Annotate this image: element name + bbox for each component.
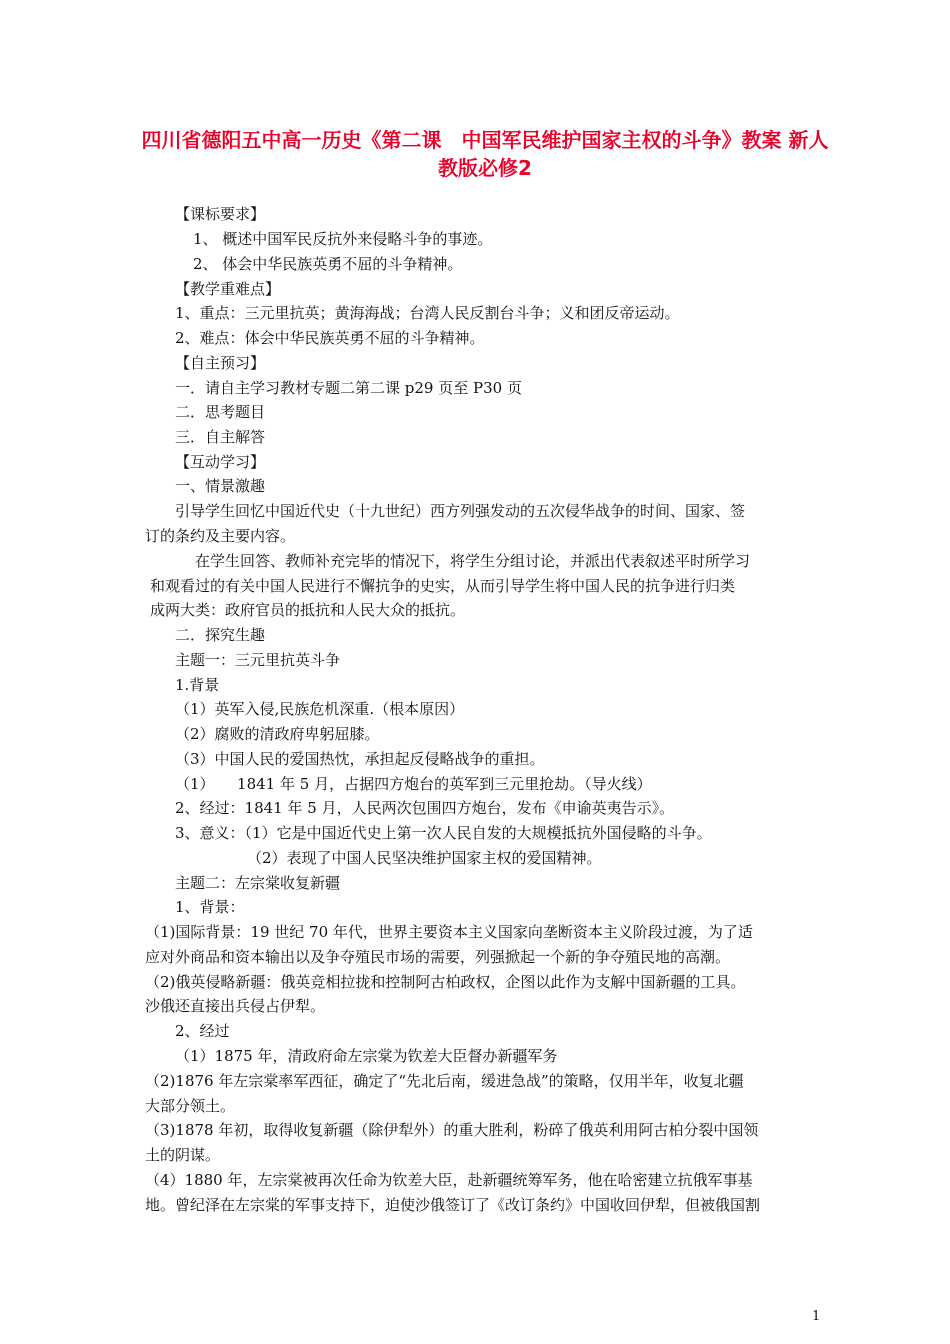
text-line: （1）英军入侵,民族危机深重.（根本原因） — [175, 700, 465, 718]
text-line: 1、 概述中国军民反抗外来侵略斗争的事迹。 — [193, 230, 493, 248]
text-line: （2）表现了中国人民坚决维护国家主权的爱国精神。 — [247, 849, 602, 867]
text-line: （2）腐败的清政府卑躬屈膝。 — [175, 725, 380, 743]
text-line: 【互动学习】 — [175, 453, 266, 471]
text-line: 在学生回答、教师补充完毕的情况下，将学生分组讨论，并派出代表叙述平时所学习 — [195, 552, 751, 570]
text-line: （1)国际背景：19 世纪 70 年代，世界主要资本主义国家向垄断资本主义阶段过渡，为了适 — [145, 923, 753, 941]
text-line: 【课标要求】 — [175, 205, 266, 223]
text-line: 三．自主解答 — [175, 428, 266, 446]
text-line: 土的阴谋。 — [145, 1146, 221, 1164]
text-line: 【教学重难点】 — [175, 280, 281, 298]
text-line: 1、背景： — [175, 898, 245, 916]
text-line: 二．思考题目 — [175, 403, 266, 421]
document-title: 四川省德阳五中高一历史《第二课 中国军民维护国家主权的斗争》教案 新人教版必修2 — [141, 128, 829, 180]
text-line: 引导学生回忆中国近代史（十九世纪）西方列强发动的五次侵华战争的时间、国家、签 — [175, 502, 746, 520]
text-line: 二．探究生趣 — [175, 626, 266, 644]
text-line: （2)1876 年左宗棠率军西征，确定了“先北后南，缓进急战”的策略，仅用半年，收复北疆 — [145, 1072, 744, 1090]
text-line: 【自主预习】 — [175, 354, 266, 372]
text-line: 地。曾纪泽在左宗棠的军事支持下，迫使沙俄签订了《改订条约》中国收回伊犁，但被俄国割 — [145, 1196, 761, 1214]
text-line: （1）1875 年，清政府命左宗棠为钦差大臣督办新疆军务 — [175, 1047, 558, 1065]
text-line: 沙俄还直接出兵侵占伊犁。 — [145, 997, 326, 1015]
text-line: 2、 体会中华民族英勇不屈的斗争精神。 — [193, 255, 463, 273]
text-line: 3、意义：（1）它是中国近代史上第一次人民自发的大规模抵抗外国侵略的斗争。 — [175, 824, 712, 842]
text-line: 主题二：左宗棠收复新疆 — [175, 874, 341, 892]
text-line: 主题一：三元里抗英斗争 — [175, 651, 341, 669]
text-line: 一、情景激趣 — [175, 477, 266, 495]
text-line: （3)1878 年初，取得收复新疆（除伊犁外）的重大胜利，粉碎了俄英利用阿古柏分裂中国领 — [145, 1121, 759, 1139]
text-line: 2、难点：体会中华民族英勇不屈的斗争精神。 — [175, 329, 485, 347]
text-line: 大部分领土。 — [145, 1097, 236, 1115]
text-line: 订的条约及主要内容。 — [145, 527, 296, 545]
text-line: 1.背景 — [175, 676, 220, 694]
text-line: 成两大类：政府官员的抵抗和人民大众的抵抗。 — [150, 601, 466, 619]
text-line: 2、经过：1841 年 5 月，人民两次包围四方炮台，发布《申谕英夷告示》。 — [175, 799, 675, 817]
text-line: 2、经过 — [175, 1022, 230, 1040]
page-number: 1 — [812, 1309, 821, 1324]
text-line: （3）中国人民的爱国热忱，承担起反侵略战争的重担。 — [175, 750, 545, 768]
text-line: （2)俄英侵略新疆：俄英竞相拉拢和控制阿古柏政权，企图以此作为支解中国新疆的工具。 — [145, 973, 746, 991]
text-line: 一．请自主学习教材专题二第二课 p29 页至 P30 页 — [175, 379, 522, 397]
text-line: 1、重点：三元里抗英；黄海海战；台湾人民反割台斗争；义和团反帝运动。 — [175, 304, 680, 322]
text-line: （1） 1841 年 5 月，占据四方炮台的英军到三元里抢劫。（导火线） — [175, 775, 652, 793]
text-line: 和观看过的有关中国人民进行不懈抗争的史实，从而引导学生将中国人民的抗争进行归类 — [150, 577, 736, 595]
text-line: （4）1880 年，左宗棠被再次任命为钦差大臣，赴新疆统筹军务，他在哈密建立抗俄军事基 — [145, 1171, 753, 1189]
text-line: 应对外商品和资本输出以及争夺殖民市场的需要，列强掀起一个新的争夺殖民地的高潮。 — [145, 948, 731, 966]
